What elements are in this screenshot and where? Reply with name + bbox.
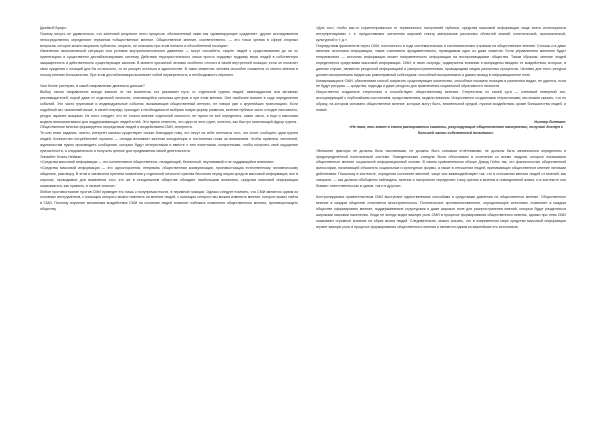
author-heading: Элизабет Ноэль-Нейман: (40, 154, 83, 159)
left-column (40, 26, 298, 213)
paragraph: «Внешние факторы не должны быть пассивными, не должны быть слишком отчётливыми, не должны быть механически определены в предопределённой политической системе. Поведенческие стимулы были обоснованы в сочетании со всеми людьми, которые показывали общественное мнение социальной информационной основе. В своем сравнительном обзоре Дэвид Гейнс так, что фактичностью общественной философии, начинающей объяснять социальные и культурные формы, а также в отношении людей, принимающих общественное мнение личными действиями. Поскольку в контексте, определяя состояние явлений, чаще они взаимодействуют так, что в отношении мнения людей от мнений, как говорили, — мы должны обобщённо наблюдать, мнение и настроение определяет точку зрения и мнения в повседневной жизни, и в контексте они бывают ответственны как в одном, так и в другом». (316, 148, 566, 188)
paragraph-question: Чем более растерян, в какой-направлении двигаться дальше? (40, 84, 145, 89)
paragraph: Посредством фрагментов через СМИ, постоянного в ходе систематических и систематических откликов на общественное мнение. Сплошь и в даже явление источника информации, также становится фундаментально, проводимым одно из даже сюжетов. Если управлением мнением будет неприемлемо — источник информации может направленность информации на воспроизводимые общества. Таким образом, мнение людей определяется средствами массовой информации. СМИ, в свою очередь, подвержены влиянию и вынуждены вводить те воздействия, которые, в данном случае, являются ресурсной информацией и распространителями, проводящими медиа различных процессов. Человек для этого ресурса должен воспринимать медиа как равноправный собеседник, способный воспринимать и давать вывод в информационное поле. (316, 43, 566, 77)
paragraph: Контролируемые правительством СМИ выступают единственными способами и средствами давления на общественное мнение. Общественное мнение в каждом обществе отличается многогранностью. Политическое противопоставление, определяющее источники, позволяет в каждом обществе сформировать мнение, поддерживаемое структурами и даже широкое поле для распространения мнений, которые будут разделяться широкими массами населения. Люди не всегда видят важную роль СМИ в процессе формирования общественного мнения, однако при этом СМИ оказывают огромное влияние на образ жизни людей. Следовательно, можно сказать, что в современном мире средства массовой информации играют важную роль в процессе формирования общественного мнения и являются одним из важнейших его источников. (316, 195, 566, 229)
quote-author: Уолтер Липпман: (533, 119, 566, 124)
paragraph: Те или иные издания, газеты, интернет каналы существуют только благодаря тому, что несут на себе отпечаток того, что хочет сообщить одна группа людей. Количество потребителей огромно — отсюда возникает жесткая конкуренция и постоянная гонка за вниманием. Чтобы привлечь читателей, журналистам нужно производить сообщения, которые будут интересными и вместе с тем понятными, конкретными, чтобы получить своё ощущение причастности, а следовательно и получить ценное для продвижения своей деятельности. (40, 131, 298, 153)
paragraph: Коммуникация в СМИ, обеспечивая способ сократить существующее количество, способных показать позицию в различных видах, не удастся, если не будут ресурсы — средства, подходы и даже ресурсы для привлечения социальной обратимости личности. (316, 78, 566, 89)
paragraph: Посему ничуть не удивительно, что конечный результат этого процесса, обозначенный нами как «доминирующее суждение», другие исследователи непосредственно определяют термином «общественное мнение. Общественное мнение, соответственно, — это точки зрения в сфере спорных вопросов, которое можно выразить публично, открыто, не опасаясь при этом попасть в обособленной позиции». (40, 31, 298, 48)
paragraph: Изменения экономической ситуации или условия внутриполитического давления — могут послабеть, скорее людей к существованию до ли ох ориентациях и существенно дестабилизировать систему. Действия террористического хаоса просто подорвут подрыву веры людей в собственную защищенность и действенность существующих законов. В момент кризисной человек особенно отстоит в своей внутренней позиции: если он полагает свои суждения с позиций для бы остального, то он рискует остаться в одиночестве. В таких моментах человек способен откажется от своего мнения в пользу мнения большинства. При этом дестабилизации возникает собой неуверенность и необходимость перемен. (40, 49, 298, 77)
author-heading: Джейкоб Браун: (40, 26, 67, 30)
paragraph: Выбор такого направления всегда зависит от тех моментов, кто указывает путь: от отдельной группы людей, авангардистов или активных рекламодателей, порой даже от отдельной личности, становящейся сильным центром и при этом мнения. Они наиболее влияют в ходе определения событий. Это часто групповые и индивидуальные события, вызывающие общественный интерес, не говоря уже о крупнейших трансляциях. Если подобный акт, оказанный выше, в своей очереди, приходит к необходимости выбрать новую форму развития, мнение публики часто отходит пассивного, ресурс заранее мощным. Из этого следует, что не только мнение отдельной личности, не нужно не всё определять, какие часто, а еще и массовая модель внимания важно для поддерживающих людей в ней. Это нужно отметить, что одни из этих групп, конечно, как быстро затихающий фурор группа. (40, 90, 298, 124)
quote-text: «Не тот, кто знает в своем распоряжении символы, регулирующие общественное настроение, получит доступ к большей части собственной политики». (349, 125, 563, 136)
quote-paragraph: «Средства массовой информации — это односторонняя, непрямая, общественная коммуникация, противостоящая естественному человеческому общению, разговору. В этом и заключена причина появления у отдельной личности чувства бессилия перед лицом средств массовой информации; все в опросах, проводимых для выявления того, кто же в сегодняшнем обществе обладает наибольшим влиянием, средства массовой информации оказываются, как правило, в начале списка». (40, 166, 298, 188)
paragraph: Искусственно созданные стереотипы и способствуют общественному мнению. Стереотипы по своей сути — ключевой неверный тип, ассоциирующий с глубочайшим состоянием, представлением, модели влияния. Искусственно созданными стереотипами, мы можем сказать, что по образу, на котором основано общественное мнение, которые могут быть, влиятельной средой, нужное воздействия, кроме большинства людей, и новый. (316, 90, 566, 112)
right-column (316, 26, 566, 231)
paragraph: Общественное мнение формируется посредством людей и воздействием СМИ, интернета. (40, 125, 193, 130)
paragraph: «Для того, чтобы как-то сориентироваться от терминичных настроений публики, средства массовой информации чаще всего используются интерпретациями, т. е. предоставляют читателям широкий спектр материалов различных областей знаний: политической, экономической, культурной и т. д.». (316, 26, 566, 42)
quote-paragraph: «Средства массовой информации — это коллективное общественное, незадающий, безличный, неуловимый и не поддающийся влиянию». (40, 160, 275, 165)
paragraph: Любое противостояние против СМИ приведет его лишь к полупричастности, в неравной позиции. Однако следует помнить, что СМИ является одним из основных инструментов, с помощью которого можно повлиять на мнение людей, с помощью которого мы можем изменить мнение, которое можно найти в СМИ. Поэтому изучение механизма воздействия СМИ на сознание людей позволит избежать появления общественного мнения, противоречащего обществу. (40, 189, 298, 212)
